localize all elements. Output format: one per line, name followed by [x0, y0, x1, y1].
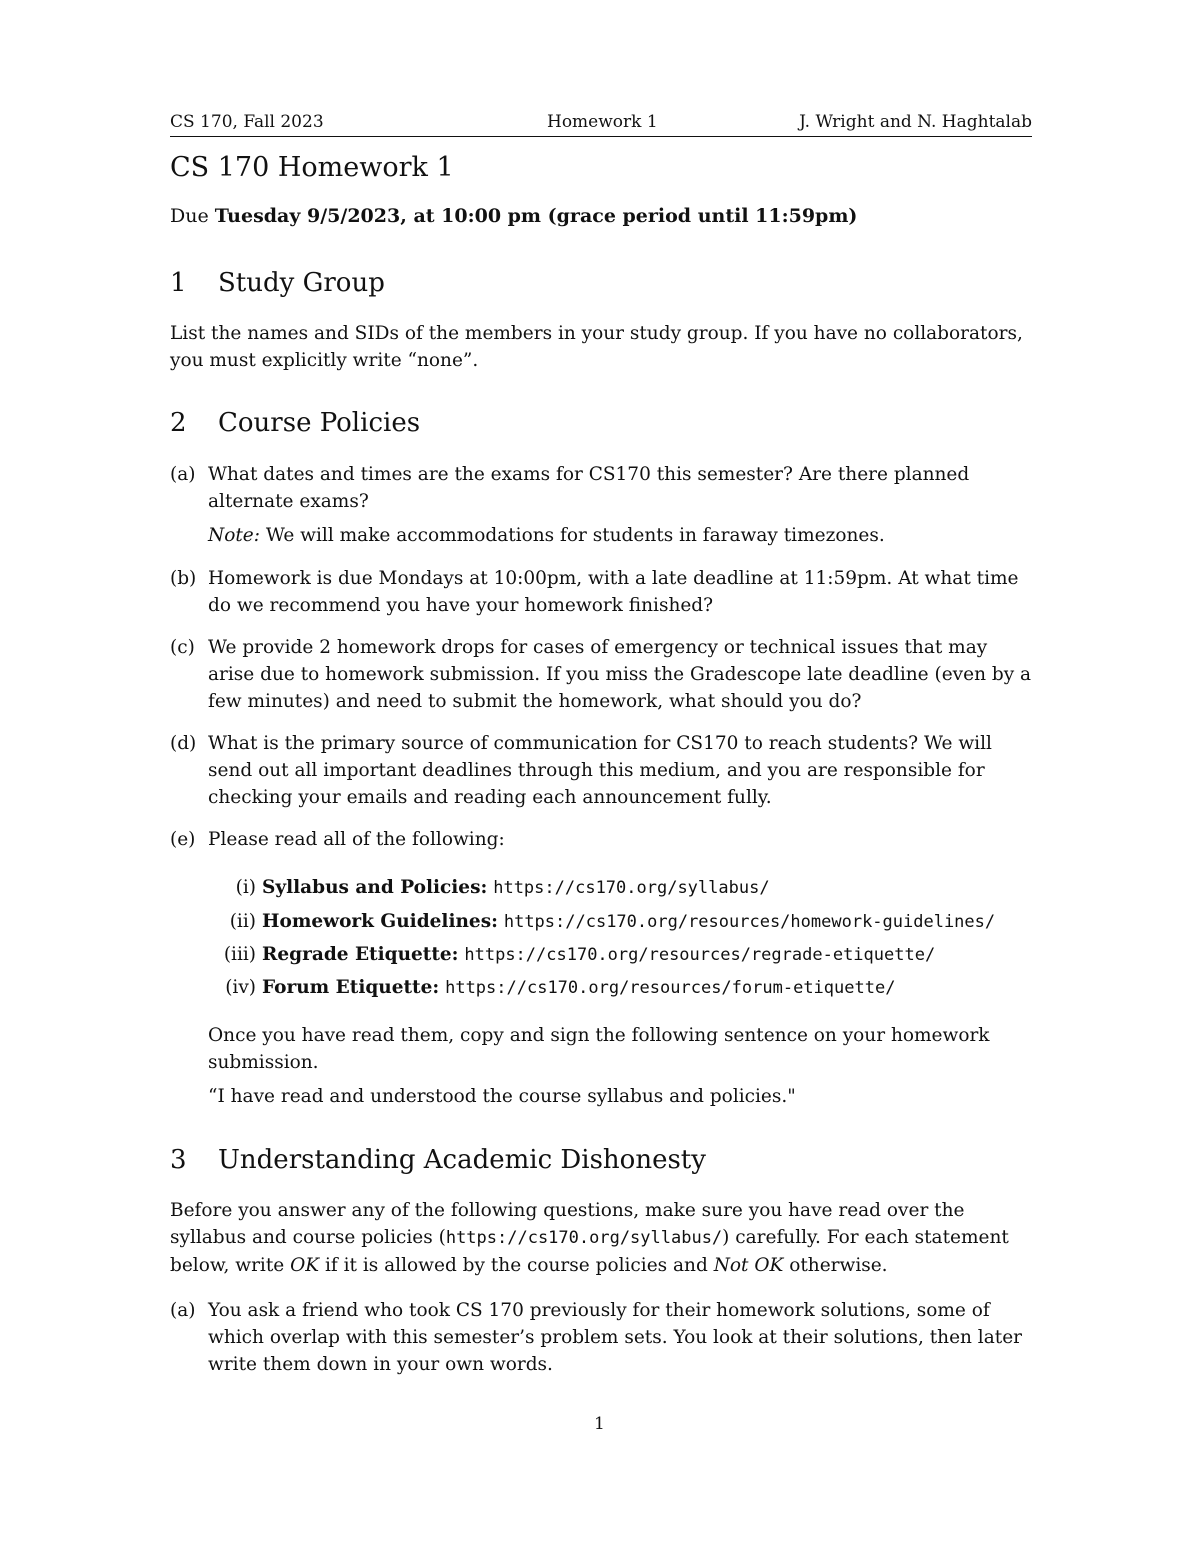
policy-quote: “I have read and understood the course syllabus and policies."	[208, 1086, 796, 1107]
question-text: Homework is due Mondays at 10:00pm, with a late deadline at 11:59pm. At what time do we recommend you have your homework finished?	[208, 568, 1019, 616]
regrade-etiquette-link[interactable]: https://cs170.org/resources/regrade-etiquette/	[464, 945, 936, 965]
question-label: (c)	[170, 637, 195, 658]
question-text: We provide 2 homework drops for cases of emergency or technical issues that may arise due to homework submission. If you miss the Gradescope late deadline (even by a few minutes) and need to submit the homework, what should you do?	[208, 637, 1032, 712]
homework-guidelines-link[interactable]: https://cs170.org/resources/homework-guidelines/	[503, 912, 996, 932]
link-title: Forum Etiquette:	[262, 977, 440, 998]
section-number: 2	[170, 408, 187, 438]
syllabus-inline-link[interactable]: https://cs170.org/syllabus/	[445, 1228, 723, 1248]
section-heading-course-policies	[170, 408, 420, 438]
question-note	[208, 522, 1032, 549]
header-assignment: Homework 1	[547, 112, 658, 132]
section-number: 3	[170, 1145, 187, 1175]
question-text: Please read all of the following:	[208, 829, 505, 850]
section-heading-study-group	[170, 268, 385, 298]
syllabus-link[interactable]: https://cs170.org/syllabus/	[493, 878, 770, 898]
section-number: 1	[170, 268, 187, 298]
reading-list-item	[208, 941, 935, 969]
ok-term: OK	[290, 1255, 320, 1276]
roman-label: (i)	[235, 877, 256, 898]
header-instructors: J. Wright and N. Haghtalab	[799, 112, 1032, 132]
question-label: (b)	[170, 568, 197, 589]
section-title: Study Group	[218, 268, 385, 298]
header-course: CS 170, Fall 2023	[170, 112, 324, 132]
dishonesty-intro	[170, 1197, 1032, 1279]
study-group-instructions: List the names and SIDs of the members in your study group. If you have no collaborators, you must explicitly write “none”.	[170, 323, 1023, 371]
reading-list-item	[208, 874, 770, 902]
intro-text: ) carefully. For each statement below, write	[170, 1227, 1009, 1276]
section-title: Course Policies	[218, 408, 421, 438]
due-prefix: Due	[170, 205, 209, 227]
intro-text: if it is allowed by the course policies and	[319, 1255, 714, 1276]
question-text: What is the primary source of communication for CS170 to reach students? We will send out all important deadlines through this medium, and you are responsible for checking your emails and reading each announcement fully.	[208, 733, 992, 808]
intro-text: otherwise.	[783, 1255, 888, 1276]
page-title: CS 170 Homework 1	[170, 152, 454, 183]
running-header	[170, 112, 1032, 137]
section-heading-academic-dishonesty	[170, 1145, 706, 1175]
page-number: 1	[594, 1414, 605, 1434]
reading-list-item	[208, 908, 995, 936]
section-title: Understanding Academic Dishonesty	[218, 1145, 706, 1175]
reading-list-item	[208, 974, 895, 1002]
question-text: You ask a friend who took CS 170 previously for their homework solutions, some of which overlap with this semester’s problem sets. You look at their solutions, then later write them down in your own words.	[208, 1300, 1022, 1375]
note-label: Note:	[208, 525, 260, 546]
link-title: Syllabus and Policies:	[262, 877, 488, 898]
sign-instructions: Once you have read them, copy and sign the following sentence on your homework submission.	[208, 1025, 990, 1073]
due-deadline: Tuesday 9/5/2023, at 10:00 pm (grace period until 11:59pm)	[214, 205, 858, 227]
question-label: (a)	[170, 464, 196, 485]
roman-label: (iv)	[225, 977, 256, 998]
roman-label: (iii)	[223, 944, 256, 965]
not-ok-term: Not OK	[713, 1255, 784, 1276]
roman-label: (ii)	[229, 911, 256, 932]
link-title: Homework Guidelines:	[262, 911, 498, 932]
note-text: We will make accommodations for students in faraway timezones.	[259, 525, 885, 546]
forum-etiquette-link[interactable]: https://cs170.org/resources/forum-etiquette/	[445, 978, 896, 998]
intro-text: Before you answer any of the following questions, make sure you have read over the syllabus and course policies (	[170, 1200, 965, 1248]
due-date	[170, 205, 857, 227]
question-label: (d)	[170, 733, 197, 754]
question-text: What dates and times are the exams for CS170 this semester? Are there planned alternate exams?	[208, 464, 970, 512]
question-label: (e)	[170, 829, 196, 850]
link-title: Regrade Etiquette:	[262, 944, 459, 965]
question-label: (a)	[170, 1300, 196, 1321]
